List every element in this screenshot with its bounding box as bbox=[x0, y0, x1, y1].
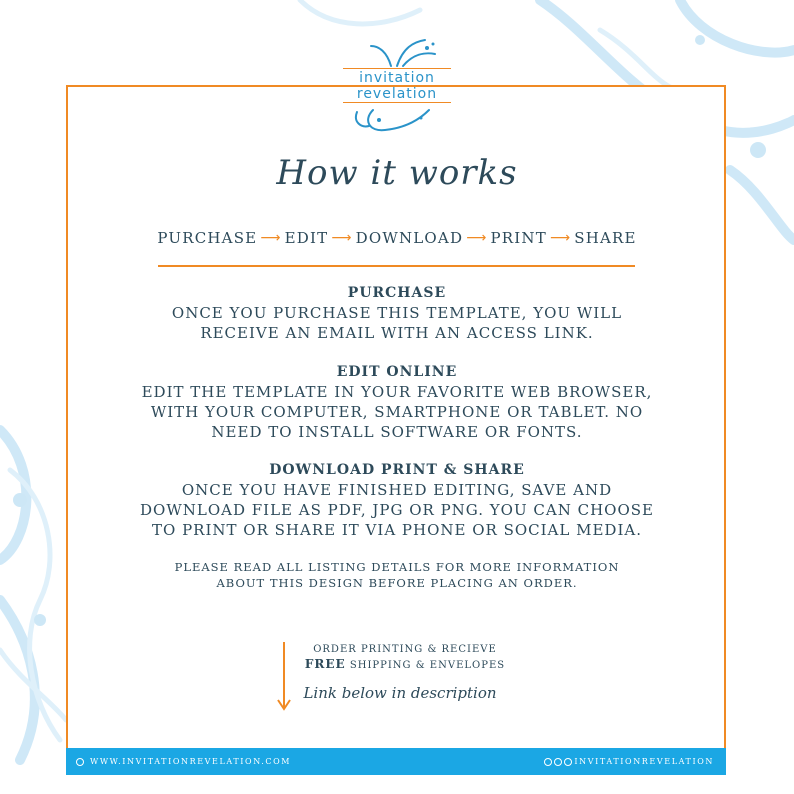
footer-social bbox=[544, 757, 714, 766]
order-line bbox=[300, 657, 510, 673]
footer-bar bbox=[66, 748, 726, 775]
section-text-line: EDIT THE TEMPLATE IN YOUR FAVORITE WEB BROWSER, bbox=[141, 383, 653, 401]
section-text-line: DOWNLOAD FILE AS PDF, JPG OR PNG. YOU CAN CHOOSE bbox=[140, 501, 654, 519]
free-label: FREE bbox=[304, 657, 346, 671]
section-purchase bbox=[120, 284, 674, 343]
section-text-line: ONCE YOU HAVE FINISHED EDITING, SAVE AND bbox=[181, 481, 613, 499]
order-printing-offer bbox=[300, 643, 510, 673]
section-title: DOWNLOAD PRINT & SHARE bbox=[269, 462, 525, 478]
divider-line bbox=[158, 265, 635, 267]
step-purchase: PURCHASE bbox=[157, 229, 258, 247]
order-line-rest: SHIPPING & ENVELOPES bbox=[349, 660, 506, 671]
step-edit: EDIT bbox=[284, 229, 329, 247]
footer-website bbox=[76, 757, 291, 766]
section-title: PURCHASE bbox=[347, 285, 447, 301]
instagram-icon[interactable] bbox=[544, 758, 552, 766]
brand-name-line1: invitation bbox=[359, 70, 435, 86]
arrow-right-icon: ⟶ bbox=[260, 230, 282, 246]
process-steps bbox=[0, 229, 794, 247]
step-share: SHARE bbox=[574, 229, 637, 247]
section-text-line: ONCE YOU PURCHASE THIS TEMPLATE, YOU WILL bbox=[171, 304, 623, 322]
arrow-down-icon bbox=[276, 640, 292, 712]
social-handle[interactable]: INVITATIONREVELATION bbox=[574, 757, 714, 766]
facebook-icon[interactable] bbox=[564, 758, 572, 766]
link-below-note: Link below in description bbox=[303, 684, 497, 702]
brand-name-line2: revelation bbox=[356, 86, 438, 102]
step-print: PRINT bbox=[490, 229, 547, 247]
brand-logo bbox=[333, 36, 461, 136]
order-line: ORDER PRINTING & RECIEVE bbox=[313, 644, 497, 655]
section-text-line: NEED TO INSTALL SOFTWARE OR FONTS. bbox=[211, 423, 583, 441]
section-text-line: RECEIVE AN EMAIL WITH AN ACCESS LINK. bbox=[200, 324, 594, 342]
arrow-right-icon: ⟶ bbox=[549, 230, 572, 246]
globe-icon bbox=[76, 758, 84, 766]
section-edit-online bbox=[120, 363, 674, 442]
section-text-line: WITH YOUR COMPUTER, SMARTPHONE OR TABLET. NO bbox=[150, 403, 644, 421]
page-title: How it works bbox=[276, 153, 518, 193]
note-line: ABOUT THIS DESIGN BEFORE PLACING AN ORDER. bbox=[216, 576, 578, 590]
website-text[interactable]: WWW.INVITATIONREVELATION.COM bbox=[90, 757, 292, 766]
section-title: EDIT ONLINE bbox=[336, 364, 458, 380]
section-text-line: TO PRINT OR SHARE IT VIA PHONE OR SOCIAL MEDIA. bbox=[152, 521, 642, 539]
note-line: PLEASE READ ALL LISTING DETAILS FOR MORE INFORMATION bbox=[174, 560, 620, 574]
arrow-right-icon: ⟶ bbox=[331, 230, 353, 246]
arrow-right-icon: ⟶ bbox=[466, 230, 488, 246]
listing-note bbox=[120, 559, 674, 591]
section-download-print-share bbox=[120, 461, 674, 540]
pinterest-icon[interactable] bbox=[554, 758, 562, 766]
step-download: DOWNLOAD bbox=[355, 229, 464, 247]
